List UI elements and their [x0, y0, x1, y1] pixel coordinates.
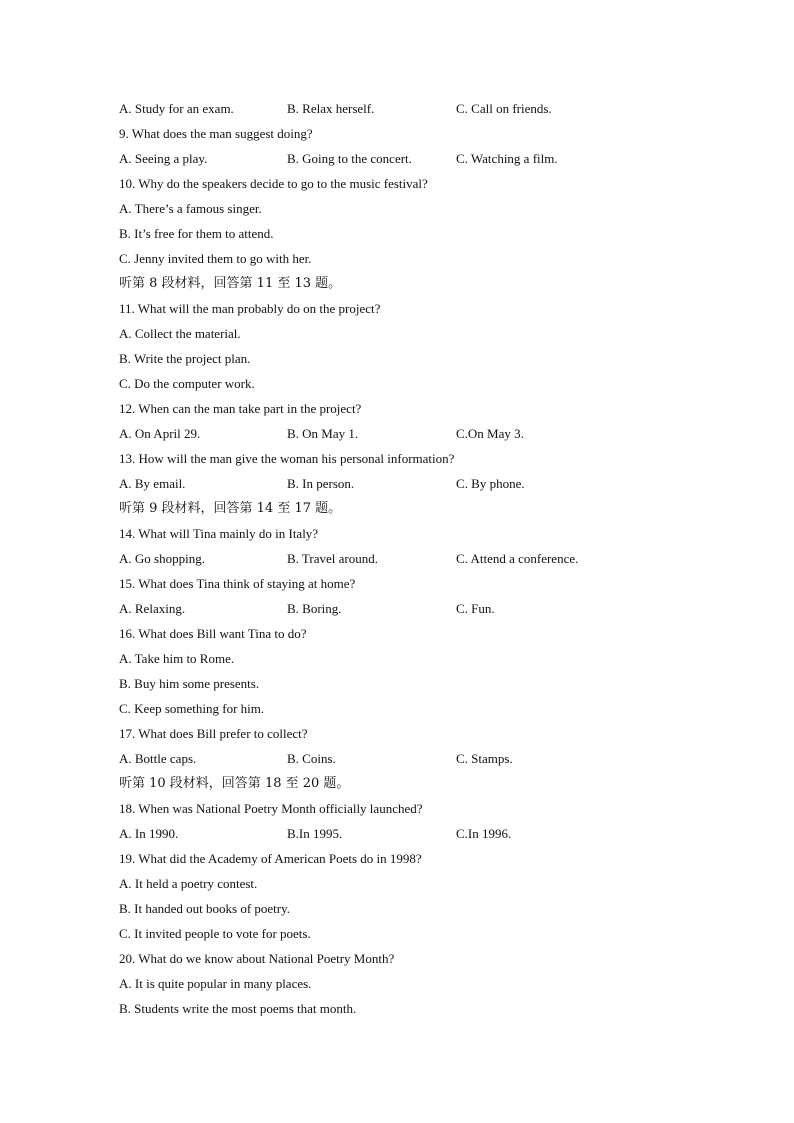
answer-option-b: B.In 1995. — [287, 826, 343, 841]
answer-option-b: B. On May 1. — [287, 426, 359, 441]
text-line: 20. What do we know about National Poetry Month? — [119, 951, 395, 966]
option-row — [119, 824, 719, 849]
option-row — [119, 599, 719, 624]
text-line: A. It is quite popular in many places. — [119, 976, 312, 991]
text-line: C. It invited people to vote for poets. — [119, 926, 311, 941]
text-line: C. Keep something for him. — [119, 701, 265, 716]
text-line: B. Buy him some presents. — [119, 676, 260, 691]
text-line: B. It’s free for them to attend. — [119, 226, 274, 241]
answer-option-a: A. Bottle caps. — [119, 751, 197, 766]
option-row — [119, 474, 719, 499]
text-line: C. Do the computer work. — [119, 376, 255, 391]
answer-option-b: B. Travel around. — [287, 551, 378, 566]
text-line: 17. What does Bill prefer to collect? — [119, 726, 308, 741]
answer-option-c: C. Watching a film. — [456, 151, 558, 166]
text-line: 14. What will Tina mainly do in Italy? — [119, 526, 319, 541]
exam-content — [119, 99, 719, 1024]
text-line: 16. What does Bill want Tina to do? — [119, 626, 307, 641]
text-line: 9. What does the man suggest doing? — [119, 126, 313, 141]
answer-option-a: A. Relaxing. — [119, 601, 186, 616]
option-row — [119, 99, 719, 124]
text-line: B. It handed out books of poetry. — [119, 901, 291, 916]
answer-option-b: B. Going to the concert. — [287, 151, 412, 166]
answer-option-b: B. Boring. — [287, 601, 342, 616]
answer-option-b: B. Relax herself. — [287, 101, 375, 116]
text-line: 13. How will the man give the woman his personal information? — [119, 451, 455, 466]
option-row — [119, 149, 719, 174]
option-row — [119, 424, 719, 449]
text-line: A. It held a poetry contest. — [119, 876, 258, 891]
text-line: 15. What does Tina think of staying at home? — [119, 576, 356, 591]
answer-option-a: A. On April 29. — [119, 426, 201, 441]
answer-option-c: C. Call on friends. — [456, 101, 552, 116]
answer-option-c: C.In 1996. — [456, 826, 512, 841]
option-row — [119, 749, 719, 774]
text-line: 10. Why do the speakers decide to go to the music festival? — [119, 176, 428, 191]
answer-option-c: C. By phone. — [456, 476, 525, 491]
text-line: B. Write the project plan. — [119, 351, 251, 366]
section-instruction: 听第 8 段材料，回答第 11 至 13 题。 — [119, 276, 342, 291]
answer-option-c: C. Fun. — [456, 601, 495, 616]
text-line: 12. When can the man take part in the project? — [119, 401, 362, 416]
answer-option-a: A. Seeing a play. — [119, 151, 208, 166]
text-line: 18. When was National Poetry Month officially launched? — [119, 801, 423, 816]
option-row — [119, 549, 719, 574]
text-line: A. There’s a famous singer. — [119, 201, 262, 216]
answer-option-a: A. Go shopping. — [119, 551, 205, 566]
text-line: A. Collect the material. — [119, 326, 241, 341]
text-line: A. Take him to Rome. — [119, 651, 235, 666]
section-instruction: 听第 9 段材料，回答第 14 至 17 题。 — [119, 501, 342, 516]
text-line: B. Students write the most poems that month. — [119, 1001, 357, 1016]
answer-option-b: B. Coins. — [287, 751, 336, 766]
answer-option-b: B. In person. — [287, 476, 355, 491]
answer-option-a: A. By email. — [119, 476, 186, 491]
answer-option-c: C.On May 3. — [456, 426, 524, 441]
section-instruction: 听第 10 段材料，回答第 18 至 20 题。 — [119, 776, 350, 791]
text-line: 19. What did the Academy of American Poets do in 1998? — [119, 851, 422, 866]
text-line: C. Jenny invited them to go with her. — [119, 251, 312, 266]
answer-option-c: C. Stamps. — [456, 751, 513, 766]
answer-option-a: A. In 1990. — [119, 826, 179, 841]
text-line: 11. What will the man probably do on the project? — [119, 301, 381, 316]
answer-option-c: C. Attend a conference. — [456, 551, 579, 566]
answer-option-a: A. Study for an exam. — [119, 101, 234, 116]
